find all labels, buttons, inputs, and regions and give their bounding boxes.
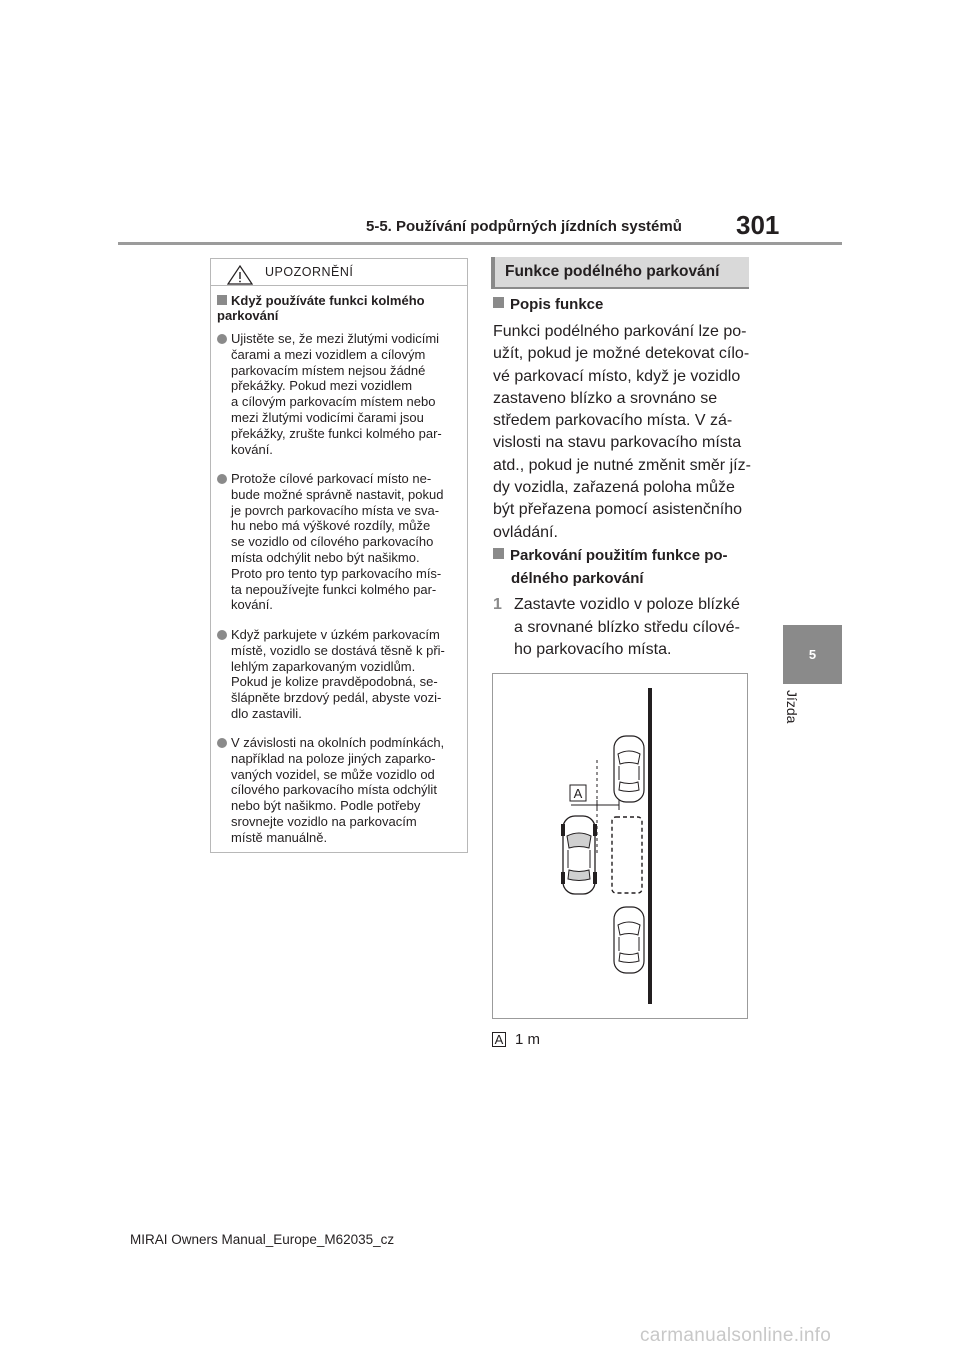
bullet-dot-icon — [217, 334, 227, 344]
chapter-tab — [783, 625, 842, 684]
bullet-dot-icon — [217, 630, 227, 640]
watermark: carmanualsonline.info — [640, 1325, 832, 1346]
parking-diagram-svg — [493, 674, 747, 1018]
section-heading: Funkce podélného parkování — [491, 257, 749, 289]
subheading-function-description: Popis funkce — [493, 296, 603, 313]
step-text: Zastavte vozidlo v poloze blízké a srovnané blízko středu cílové- ho parkovacího místa. — [514, 596, 740, 658]
marker-a-label: A — [573, 786, 583, 801]
warning-header — [211, 259, 467, 286]
bullet-dot-icon — [217, 474, 227, 484]
step-number: 1 — [493, 596, 502, 613]
square-bullet-icon — [217, 295, 227, 305]
paragraph-function-description: Funkci podélného parkování lze po- užít, pokud je možné detekovat cílo- vé parkovací místo, když je vozidlo zastaveno blízko a srovnáno se středem parkovacího místa. V zá- vislosti na stavu parkovacího místa atd., pokud je nutné změnit směr jíz- dy vozidla, zařazená poloha může být přeřazena pomocí asistenčního ovládání. — [493, 323, 751, 541]
legend-text: 1 m — [515, 1031, 541, 1048]
page-number: 301 — [736, 210, 780, 240]
section-title: 5-5. Používání podpůrných jízdních systémů — [366, 218, 682, 235]
square-bullet-icon — [493, 297, 504, 308]
warning-title: UPOZORNĚNÍ — [265, 265, 354, 279]
parking-diagram — [492, 673, 748, 1019]
warning-box: UPOZORNĚNÍ Když používáte funkci kolmého parkování Ujistěte se, že mezi žlutými vodicími čarami a mezi vozidlem a cílovým parkovacím místem nejsou žádné překážky. Pokud mezi vozidlem a cílovým parkovacím místem nebo mezi žlutými vodicími čarami jsou překážky, zrušte funkci kolmého par- kování. Protože cílové parkovací místo ne- bude možné správně nastavit, pokud je povrch parkovacího místa ve sva- hu nebo má výškové rozdíly, může se vozidlo od cílového parkovacího místa odchýlit nebo být našikmo. Proto pro tento typ parkovacího mís- ta nepoužívejte funkci kolmého par- kování. Když parkujete v úzkém parkovacím místě, vozidlo se dostává těsně k při- lehlým zaparkovaným vozidlům. Pokud je kolize pravděpodobná, se- šlápněte brzdový pedál, abyste vozi- dlo zastavili. V závislosti na okolních podmínkách, například na poloze jiných zaparko- vaných vozidel, se může vozidlo od cílového parkovacího místa odchýlit nebo být našikmo. Podle potřeby srovnejte vozidlo na parkovacím místě manuálně. — [210, 258, 468, 853]
target-parking-space — [612, 817, 642, 893]
own-vehicle — [561, 816, 597, 894]
legend-key-a: A — [492, 1032, 506, 1047]
header-rule — [118, 242, 842, 245]
footer-text: MIRAI Owners Manual_Europe_M62035_cz — [130, 1232, 395, 1247]
chapter-tab-number: 5 — [808, 647, 817, 662]
warning-triangle-icon — [227, 265, 253, 285]
bullet-dot-icon — [217, 738, 227, 748]
square-bullet-icon — [493, 548, 504, 559]
parked-car-front — [614, 736, 644, 802]
subheading-parking-procedure: Parkování použitím funkce po- délného parkování — [493, 544, 759, 590]
chapter-tab-label — [786, 690, 798, 750]
parked-car-rear — [614, 907, 644, 973]
warning-section-heading: Když používáte funkci kolmého parkování — [217, 293, 425, 323]
chapter-tab-label-text: Jízda — [784, 690, 800, 724]
